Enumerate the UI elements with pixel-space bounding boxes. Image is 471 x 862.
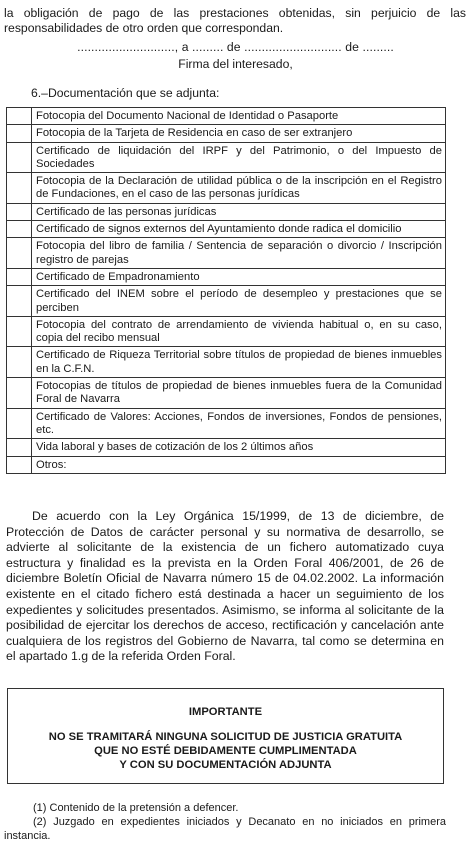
checklist-row [7,268,446,285]
checklist-row [7,408,446,439]
checklist-row [7,203,446,220]
checklist-item-label: Certificado de Valores: Acciones, Fondos de inversiones, Fondos de pensiones, etc. [32,408,446,439]
documents-checklist-table [6,107,446,474]
notice-body [8,730,443,772]
checklist-item-label: Fotocopias de títulos de propiedad de bienes inmuebles fuera de la Comunidad Foral de Navarra [32,378,446,409]
signature-date-line: ............................, a ......... de ............................ de ......... [77,40,394,54]
notice-line: NO SE TRAMITARÁ NINGUNA SOLICITUD DE JUSTICIA GRATUITA [48,731,403,743]
footnote-1: (1) Contenido de la pretensión a defencer. [33,802,239,814]
checkbox-cell[interactable] [7,456,32,473]
checklist-item-label: Fotocopia de la Declaración de utilidad pública o de la inscripción en el Registro de Fundaciones, en el caso de las personas jurídicas [32,173,446,204]
signature-label: Firma del interesado, [178,57,293,71]
checklist-row [7,316,446,347]
checkbox-cell[interactable] [7,286,32,317]
notice-line: Y CON SU DOCUMENTACIÓN ADJUNTA [119,759,332,771]
checklist-row [7,238,446,269]
checkbox-cell[interactable] [7,408,32,439]
documentation-heading: 6.–Documentación que se adjunta: [31,86,220,100]
checklist-row [7,347,446,378]
checklist-row [7,456,446,473]
checkbox-cell[interactable] [7,221,32,238]
checklist-item-label: Fotocopia del contrato de arrendamiento de vivienda habitual o, en su caso, copia del recibo mensual [32,316,446,347]
checklist-item-label: Fotocopia del Documento Nacional de Identidad o Pasaporte [32,108,446,125]
important-notice-box [7,688,444,784]
checklist-item-label: Fotocopia de la Tarjeta de Residencia en caso de ser extranjero [32,125,446,142]
checkbox-cell[interactable] [7,142,32,173]
checklist-row [7,378,446,409]
footnote-2: (2) Juzgado en expedientes iniciados y Decanato en no iniciados en primera instancia. [4,816,446,843]
intro-paragraph: la obligación de pago de las prestaciones obtenidas, sin perjuicio de las responsabilidades de otro orden que correspondan. [4,6,466,36]
checkbox-cell[interactable] [7,347,32,378]
checklist-row [7,439,446,456]
checklist-row [7,221,446,238]
checklist-row [7,286,446,317]
checkbox-cell[interactable] [7,108,32,125]
checklist-row [7,125,446,142]
checklist-item-label: Certificado de las personas jurídicas [32,203,446,220]
data-protection-paragraph: De acuerdo con la Ley Orgánica 15/1999, de 13 de diciembre, de Protección de Datos de carácter personal y su normativa de desarrollo, se advierte al solicitante de la existencia de un fichero automatizado cuya estructura y finalidad es la prevista en la Orden Foral 406/2001, de 26 de diciembre Boletín Oficial de Navarra número 15 de 04.02.2002. La información existente en el citado fichero está destinada a hacer un seguimiento de los expedientes y solicitudes presentados. Asimismo, se informa al solicitante de la posibilidad de ejercitar los derechos de acceso, rectificación y cancelación ante cualquiera de los registros del Gobierno de Navarra, tal como se determina en el apartado 1.g de la referida Orden Foral. [6,509,444,664]
checklist-item-label: Certificado de Empadronamiento [32,268,446,285]
checkbox-cell[interactable] [7,125,32,142]
checkbox-cell[interactable] [7,316,32,347]
checklist-item-label: Otros: [32,456,446,473]
checklist-item-label: Certificado del INEM sobre el período de desempleo y prestaciones que se perciben [32,286,446,317]
checklist-item-label: Certificado de liquidación del IRPF y del Patrimonio, o del Impuesto de Sociedades [32,142,446,173]
checklist-item-label: Vida laboral y bases de cotización de los 2 últimos años [32,439,446,456]
checklist-item-label: Certificado de Riqueza Territorial sobre títulos de propiedad de bienes inmuebles en la C.F.N. [32,347,446,378]
checkbox-cell[interactable] [7,203,32,220]
footnotes [4,801,446,844]
notice-title: IMPORTANTE [188,706,263,718]
checkbox-cell[interactable] [7,173,32,204]
checklist-row [7,173,446,204]
checkbox-cell[interactable] [7,268,32,285]
checklist-item-label: Certificado de signos externos del Ayuntamiento donde radica el domicilio [32,221,446,238]
notice-line: QUE NO ESTÉ DEBIDAMENTE CUMPLIMENTADA [94,745,357,757]
checklist-row [7,108,446,125]
checkbox-cell[interactable] [7,238,32,269]
checkbox-cell[interactable] [7,439,32,456]
checkbox-cell[interactable] [7,378,32,409]
checklist-row [7,142,446,173]
checklist-item-label: Fotocopia del libro de familia / Sentencia de separación o divorcio / Inscripción registro de parejas [32,238,446,269]
